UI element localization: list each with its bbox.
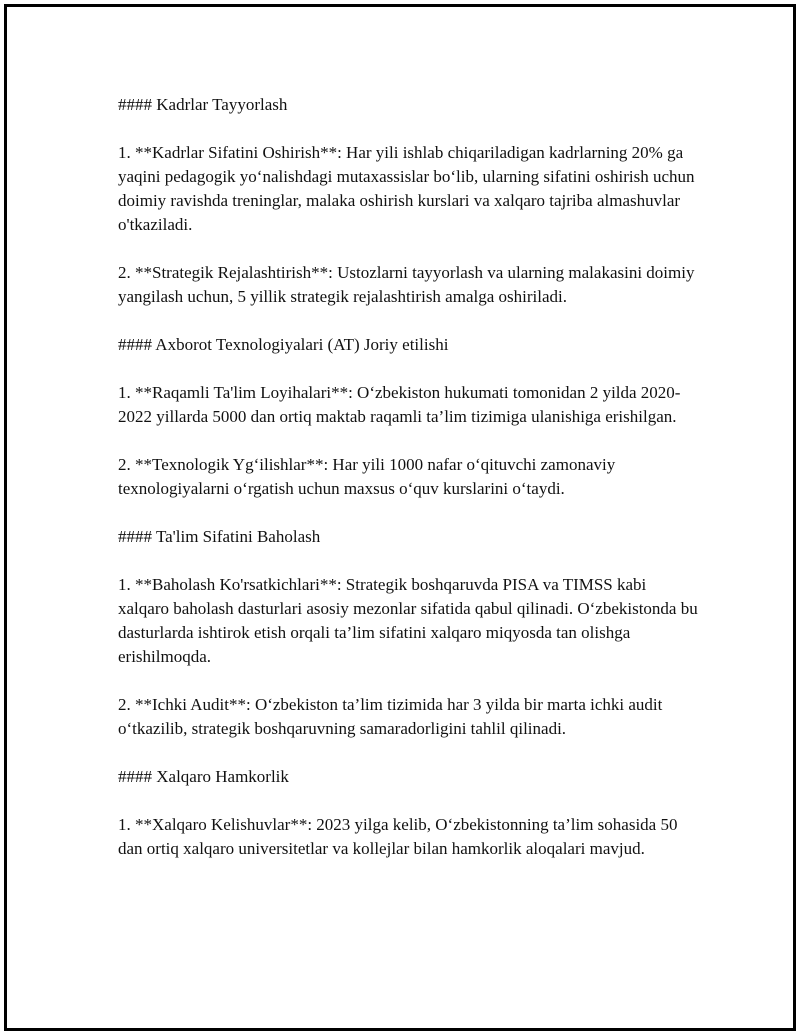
paragraph-ichki-audit: 2. **Ichki Audit**: O‘zbekiston ta’lim tizimida har 3 yilda bir marta ichki audit o‘tkazilib, strategik boshqaruvning samaradorligini tahlil qilinadi.	[118, 695, 663, 738]
section-heading-axborot-texnologiyalari: #### Axborot Texnologiyalari (AT) Joriy etilishi	[118, 335, 449, 354]
section-heading-xalqaro-hamkorlik: #### Xalqaro Hamkorlik	[118, 767, 289, 786]
paragraph-raqamli-talim: 1. **Raqamli Ta'lim Loyihalari**: O‘zbekiston hukumati tomonidan 2 yilda 2020-2022 yillarda 5000 dan ortiq maktab raqamli ta’lim tizimiga ulanishiga erishilgan.	[118, 383, 681, 426]
paragraph-baholash-korsatkichlari: 1. **Baholash Ko'rsatkichlari**: Strategik boshqaruvda PISA va TIMSS kabi xalqaro baholash dasturlari asosiy mezonlar sifatida qabul qilinadi. O‘zbekistonda bu dasturlarda ishtirok etish orqali ta’lim sifatini xalqaro miqyosda tan olishga erishilmoqda.	[118, 575, 698, 666]
paragraph-texnologik-yigilishlar: 2. **Texnologik Yg‘ilishlar**: Har yili 1000 nafar o‘qituvchi zamonaviy texnologiyalarni o‘rgatish uchun maxsus o‘quv kurslarini o‘taydi.	[118, 455, 616, 498]
document-body	[118, 93, 698, 885]
paragraph-strategik-rejalashtirish: 2. **Strategik Rejalashtirish**: Ustozlarni tayyorlash va ularning malakasini doimiy yangilash uchun, 5 yillik strategik rejalashtirish amalga oshiriladi.	[118, 263, 695, 306]
paragraph-kadrlar-sifati: 1. **Kadrlar Sifatini Oshirish**: Har yili ishlab chiqariladigan kadrlarning 20% ga yaqini pedagogik yo‘nalishdagi mutaxassislar bo‘lib, ularning sifatini oshirish uchun doimiy ravishda treninglar, malaka oshirish kurslari va xalqaro tajriba almashuvlar o'tkaziladi.	[118, 143, 695, 234]
paragraph-xalqaro-kelishuvlar: 1. **Xalqaro Kelishuvlar**: 2023 yilga kelib, O‘zbekistonning ta’lim sohasida 50 dan ortiq xalqaro universitetlar va kollejlar bilan hamkorlik aloqalari mavjud.	[118, 815, 678, 858]
section-heading-kadrlar: #### Kadrlar Tayyorlash	[118, 95, 288, 114]
section-heading-talim-sifati: #### Ta'lim Sifatini Baholash	[118, 527, 321, 546]
